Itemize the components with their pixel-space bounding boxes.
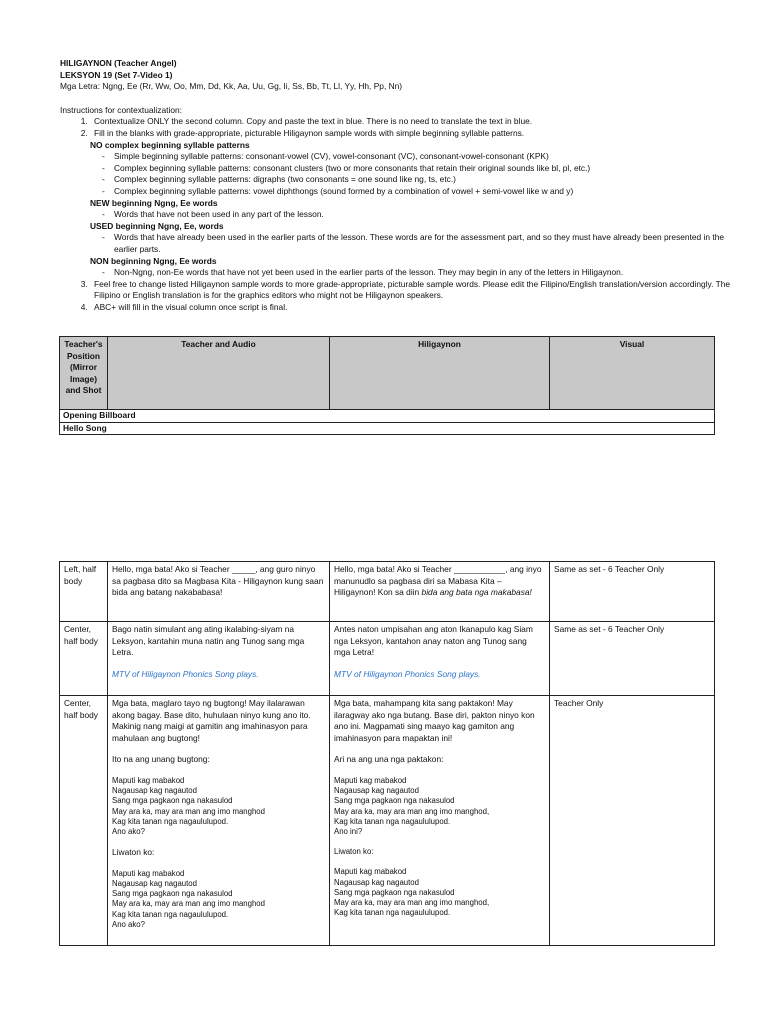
table-row: [60, 622, 715, 696]
bullet: - Words that have already been used in the earlier parts of the lesson. These words are for the assessment part, and so they must have already been presented in the earlier parts.: [102, 232, 740, 255]
audio-blue-note: MTV of Hiligaynon Phonics Song plays.: [112, 668, 259, 679]
table-row: [60, 562, 715, 622]
bullet: - Simple beginning syllable patterns: consonant-vowel (CV), vowel-consonant (VC), consonant-vowel-consonant (KPK): [102, 151, 740, 163]
letters-line: Mga Letra: Ngng, Ee (Rr, Ww, Oo, Mm, Dd, Kk, Aa, Uu, Gg, Ii, Ss, Bb, Tt, Ll, Yy, Hh, Pp, Nn): [60, 81, 403, 92]
position-cell: Center, half body: [60, 696, 108, 946]
col-header-position: Teacher's Position (Mirror Image) and Shot: [60, 337, 108, 410]
audio-first-riddle-label: Ito na ang unang bugtong:: [112, 754, 210, 765]
instruction-text: Fill in the blanks with grade-appropriate, picturable Hiligaynon sample words with simple beginning syllable patterns.: [94, 127, 525, 138]
visual-cell: Teacher Only: [550, 696, 715, 946]
bullet: - Complex beginning syllable patterns: consonant clusters (two or more consonants that retain their original sounds like bl, pl, etc.): [102, 163, 740, 175]
hello-song-row: Hello Song: [60, 422, 715, 435]
position-cell: Center, half body: [60, 622, 108, 696]
subheading-no-complex: NO complex beginning syllable patterns: [90, 139, 250, 150]
script-table: [59, 561, 715, 946]
audio-repeat-label: Liwaton ko:: [112, 847, 155, 858]
document-header: [60, 58, 740, 313]
hiligaynon-intro: Mga bata, mahampang kita sang paktakon! May ilaragway ako nga butang. Base diri, pakton ninyo kon ano ini. Magpamati sing maayo kag gamiton ang imahinasyon para mapaktan ini!: [334, 698, 535, 743]
hiligaynon-repeat-label: Liwaton ko:: [334, 847, 374, 857]
hiligaynon-riddle: Maputi kag mabakod Nagausap kag nagautod Sang mga pagkaon nga nakasulod May ara ka, may ara man ang imo manghod, Kag kita tanan nga nagaululupod. Ano ini?: [334, 775, 490, 836]
hiligaynon-cell: [330, 622, 550, 696]
subheading-new: NEW beginning Ngng, Ee words: [90, 197, 218, 208]
position-cell: Left, half body: [60, 562, 108, 622]
script-table-header: [59, 336, 715, 435]
instruction-item: 4. ABC+ will fill in the visual column once script is final.: [90, 302, 740, 314]
bullet: - Complex beginning syllable patterns: digraphs (two consonants = one sound like ng, ts, etc.): [102, 174, 740, 186]
opening-billboard-row: Opening Billboard: [60, 410, 715, 423]
visual-cell: Same as set - 6 Teacher Only: [550, 622, 715, 696]
hiligaynon-first-riddle-label: Ari na ang una nga paktakon:: [334, 754, 444, 765]
hiligaynon-blue-note: MTV of Hiligaynon Phonics Song plays.: [334, 668, 481, 679]
instruction-item: 3. Feel free to change listed Hiligaynon sample words to more grade-appropriate, picturable sample words. Please edit the Filipino/English translation/version accordingly. The Filipino or English translation is for the graphics editors who might not be Hiligaynon speakers.: [90, 279, 740, 302]
col-header-hiligaynon: Hiligaynon: [330, 337, 550, 410]
hiligaynon-text: Hello, mga bata! Ako si Teacher ___________, ang inyo manunudlo sa pagbasa diri sa Mabasa Kita – Hiligaynon! Kon sa diin: [334, 564, 542, 598]
instructions-list-cont: [60, 279, 740, 314]
hiligaynon-text: Antes naton umpisahan ang aton Ikanapulo kag Siam nga Leksyon, kantahon anay naton ang Tunog sang mga Letra!: [334, 624, 533, 658]
audio-text: Bago natin simulant ang ating ikalabing-siyam na Leksyon, kantahin muna natin ang Tunog sang mga Letra.: [112, 624, 305, 658]
instructions-title: Instructions for contextualization:: [60, 104, 182, 115]
subheading-non: NON beginning Ngng, Ee words: [90, 255, 217, 266]
audio-riddle-repeat: Maputi kag mabakod Nagausap kag nagautod Sang mga pagkaon nga nakasulod May ara ka, may ara man ang imo manghod Kag kita tanan nga nagaululupod. Ano ako?: [112, 868, 265, 929]
audio-cell: Hello, mga bata! Ako si Teacher _____, ang guro ninyo sa pagbasa dito sa Magbasa Kita - Hiligaynon kung saan bida ang batang nakababasa!: [108, 562, 330, 622]
hiligaynon-riddle-repeat: Maputi kag mabakod Nagausap kag nagautod Sang mga pagkaon nga nakasulod May ara ka, may ara man ang imo manghod, Kag kita tanan nga nagaululupod.: [334, 867, 490, 918]
hiligaynon-cell: [330, 562, 550, 622]
col-header-audio: Teacher and Audio: [108, 337, 330, 410]
audio-cell: [108, 622, 330, 696]
audio-riddle: Maputi kag mabakod Nagausap kag nagautod Sang mga pagkaon nga nakasulod May ara ka, may ara man ang imo manghod Kag kita tanan nga nagaululupod. Ano ako?: [112, 775, 265, 836]
subheading-used: USED beginning Ngng, Ee, words: [90, 220, 224, 231]
bullet: - Words that have not been used in any part of the lesson.: [102, 209, 740, 221]
visual-cell: Same as set - 6 Teacher Only: [550, 562, 715, 622]
bullet: - Non-Ngng, non-Ee words that have not yet been used in the earlier parts of the lesson. They may begin in any of the letters in Hiligaynon.: [102, 267, 740, 279]
audio-intro: Mga bata, maglaro tayo ng bugtong! May ilalarawan akong bagay. Base dito, huhulaan ninyo kung ano ito. Makinig nang maigi at gamitin ang imahinasyon para mahulaan ang bugtong!: [112, 698, 311, 743]
doc-title: HILIGAYNON (Teacher Angel): [60, 58, 177, 68]
instruction-item: [90, 128, 740, 140]
audio-cell: [108, 696, 330, 946]
col-header-visual: Visual: [550, 337, 715, 410]
bullet: - Complex beginning syllable patterns: vowel diphthongs (sound formed by a combination of vowel + semi-vowel like w and y): [102, 186, 740, 198]
instruction-item: 1. Contextualize ONLY the second column. Copy and paste the text in blue. There is no need to translate the text in blue.: [90, 116, 740, 128]
hiligaynon-italic: bida ang bata nga makabasa!: [421, 587, 532, 598]
lesson-title: LEKSYON 19 (Set 7-Video 1): [60, 69, 173, 80]
table-row: [60, 696, 715, 946]
instructions-list: [60, 116, 740, 139]
hiligaynon-cell: [330, 696, 550, 946]
